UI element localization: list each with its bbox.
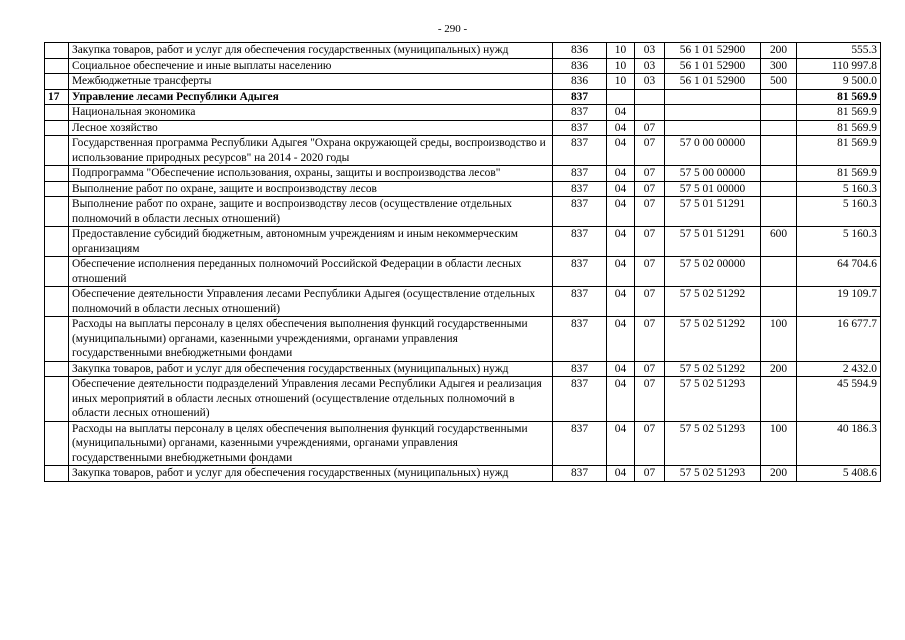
amount-cell: 81 569.9 xyxy=(797,136,881,166)
target-article-cell: 57 5 01 00000 xyxy=(665,181,761,197)
department-code-cell: 836 xyxy=(553,74,607,90)
subsection-code-cell: 07 xyxy=(635,317,665,362)
expense-name-cell: Лесное хозяйство xyxy=(69,120,553,136)
section-code-cell: 10 xyxy=(607,58,635,74)
table-row xyxy=(45,58,881,74)
target-article-cell: 57 5 02 00000 xyxy=(665,257,761,287)
target-article-cell: 57 5 02 51292 xyxy=(665,361,761,377)
department-code-cell: 837 xyxy=(553,287,607,317)
expense-type-cell xyxy=(761,120,797,136)
expense-name-cell: Выполнение работ по охране, защите и воспроизводству лесов xyxy=(69,181,553,197)
expense-type-cell: 200 xyxy=(761,43,797,59)
expense-name-cell: Межбюджетные трансферты xyxy=(69,74,553,90)
amount-cell: 555.3 xyxy=(797,43,881,59)
subsection-code-cell: 07 xyxy=(635,466,665,482)
row-number-cell xyxy=(45,287,69,317)
target-article-cell: 57 5 02 51293 xyxy=(665,466,761,482)
section-code-cell: 04 xyxy=(607,166,635,182)
target-article-cell: 57 5 02 51292 xyxy=(665,317,761,362)
row-number-cell xyxy=(45,166,69,182)
table-row xyxy=(45,361,881,377)
section-code-cell: 04 xyxy=(607,120,635,136)
department-code-cell: 837 xyxy=(553,361,607,377)
target-article-cell: 57 5 02 51292 xyxy=(665,287,761,317)
amount-cell: 5 160.3 xyxy=(797,197,881,227)
amount-cell: 81 569.9 xyxy=(797,105,881,121)
row-number-cell xyxy=(45,361,69,377)
expense-name-cell: Расходы на выплаты персоналу в целях обеспечения выполнения функций государственными (муниципальными) органами, казенными учреждениями, органами управления государственными внебюджетными фондами xyxy=(69,421,553,466)
expense-name-cell: Закупка товаров, работ и услуг для обеспечения государственных (муниципальных) нужд xyxy=(69,43,553,59)
target-article-cell: 56 1 01 52900 xyxy=(665,74,761,90)
amount-cell: 5 160.3 xyxy=(797,227,881,257)
table-row xyxy=(45,287,881,317)
expense-type-cell: 300 xyxy=(761,58,797,74)
amount-cell: 45 594.9 xyxy=(797,377,881,422)
amount-cell: 81 569.9 xyxy=(797,89,881,105)
page-number: - 290 - xyxy=(437,23,468,35)
section-code-cell: 04 xyxy=(607,197,635,227)
target-article-cell: 57 5 02 51293 xyxy=(665,421,761,466)
row-number-cell: 17 xyxy=(45,89,69,105)
table-row xyxy=(45,317,881,362)
table-row xyxy=(45,89,881,105)
table-row xyxy=(45,421,881,466)
amount-cell: 5 160.3 xyxy=(797,181,881,197)
amount-cell: 64 704.6 xyxy=(797,257,881,287)
subsection-code-cell: 03 xyxy=(635,58,665,74)
amount-cell: 16 677.7 xyxy=(797,317,881,362)
subsection-code-cell: 07 xyxy=(635,287,665,317)
section-code-cell: 04 xyxy=(607,421,635,466)
expense-type-cell xyxy=(761,257,797,287)
department-code-cell: 837 xyxy=(553,197,607,227)
expense-name-cell: Национальная экономика xyxy=(69,105,553,121)
row-number-cell xyxy=(45,58,69,74)
target-article-cell: 57 5 01 51291 xyxy=(665,227,761,257)
expense-type-cell: 600 xyxy=(761,227,797,257)
amount-cell: 19 109.7 xyxy=(797,287,881,317)
expense-type-cell: 100 xyxy=(761,421,797,466)
row-number-cell xyxy=(45,466,69,482)
department-code-cell: 837 xyxy=(553,257,607,287)
expense-name-cell: Социальное обеспечение и иные выплаты населению xyxy=(69,58,553,74)
expense-type-cell xyxy=(761,197,797,227)
subsection-code-cell: 07 xyxy=(635,197,665,227)
amount-cell: 110 997.8 xyxy=(797,58,881,74)
table-row xyxy=(45,377,881,422)
subsection-code-cell xyxy=(635,89,665,105)
subsection-code-cell: 03 xyxy=(635,74,665,90)
target-article-cell: 57 0 00 00000 xyxy=(665,136,761,166)
subsection-code-cell: 07 xyxy=(635,166,665,182)
department-code-cell: 837 xyxy=(553,120,607,136)
table-row xyxy=(45,227,881,257)
section-code-cell xyxy=(607,89,635,105)
section-code-cell: 04 xyxy=(607,317,635,362)
section-code-cell: 04 xyxy=(607,377,635,422)
department-code-cell: 837 xyxy=(553,105,607,121)
expense-name-cell: Расходы на выплаты персоналу в целях обеспечения выполнения функций государственными (муниципальными) органами, казенными учреждениями, органами управления государственными внебюджетными фондами xyxy=(69,317,553,362)
amount-cell: 2 432.0 xyxy=(797,361,881,377)
row-number-cell xyxy=(45,120,69,136)
department-code-cell: 837 xyxy=(553,181,607,197)
subsection-code-cell: 07 xyxy=(635,377,665,422)
department-code-cell: 837 xyxy=(553,317,607,362)
section-code-cell: 04 xyxy=(607,136,635,166)
department-code-cell: 837 xyxy=(553,466,607,482)
expense-name-cell: Управление лесами Республики Адыгея xyxy=(69,89,553,105)
row-number-cell xyxy=(45,181,69,197)
table-row xyxy=(45,74,881,90)
section-code-cell: 10 xyxy=(607,74,635,90)
row-number-cell xyxy=(45,317,69,362)
row-number-cell xyxy=(45,421,69,466)
subsection-code-cell: 07 xyxy=(635,136,665,166)
expense-type-cell xyxy=(761,287,797,317)
row-number-cell xyxy=(45,257,69,287)
department-code-cell: 837 xyxy=(553,89,607,105)
expense-name-cell: Предоставление субсидий бюджетным, автономным учреждениям и иным некоммерческим организациям xyxy=(69,227,553,257)
section-code-cell: 04 xyxy=(607,466,635,482)
amount-cell: 9 500.0 xyxy=(797,74,881,90)
expense-name-cell: Обеспечение деятельности Управления лесами Республики Адыгея (осуществление отдельных полномочий в области лесных отношений) xyxy=(69,287,553,317)
table-row xyxy=(45,466,881,482)
expense-name-cell: Обеспечение исполнения переданных полномочий Российской Федерации в области лесных отношений xyxy=(69,257,553,287)
subsection-code-cell: 07 xyxy=(635,361,665,377)
budget-table xyxy=(44,42,881,482)
target-article-cell: 57 5 00 00000 xyxy=(665,166,761,182)
row-number-cell xyxy=(45,105,69,121)
table-row xyxy=(45,197,881,227)
target-article-cell: 56 1 01 52900 xyxy=(665,58,761,74)
department-code-cell: 836 xyxy=(553,58,607,74)
expense-name-cell: Подпрограмма "Обеспечение использования, охраны, защиты и воспроизводства лесов" xyxy=(69,166,553,182)
department-code-cell: 837 xyxy=(553,166,607,182)
budget-table-body xyxy=(45,43,881,482)
row-number-cell xyxy=(45,136,69,166)
section-code-cell: 04 xyxy=(607,105,635,121)
department-code-cell: 836 xyxy=(553,43,607,59)
row-number-cell xyxy=(45,197,69,227)
section-code-cell: 04 xyxy=(607,257,635,287)
expense-name-cell: Закупка товаров, работ и услуг для обеспечения государственных (муниципальных) нужд xyxy=(69,361,553,377)
department-code-cell: 837 xyxy=(553,227,607,257)
expense-type-cell xyxy=(761,377,797,422)
expense-name-cell: Выполнение работ по охране, защите и воспроизводству лесов (осуществление отдельных полномочий в области лесных отношений) xyxy=(69,197,553,227)
subsection-code-cell xyxy=(635,105,665,121)
table-row xyxy=(45,166,881,182)
department-code-cell: 837 xyxy=(553,377,607,422)
section-code-cell: 04 xyxy=(607,361,635,377)
row-number-cell xyxy=(45,74,69,90)
table-row xyxy=(45,257,881,287)
table-row xyxy=(45,120,881,136)
target-article-cell: 56 1 01 52900 xyxy=(665,43,761,59)
target-article-cell xyxy=(665,120,761,136)
row-number-cell xyxy=(45,227,69,257)
target-article-cell xyxy=(665,105,761,121)
subsection-code-cell: 07 xyxy=(635,257,665,287)
table-row xyxy=(45,136,881,166)
section-code-cell: 04 xyxy=(607,227,635,257)
expense-name-cell: Закупка товаров, работ и услуг для обеспечения государственных (муниципальных) нужд xyxy=(69,466,553,482)
amount-cell: 40 186.3 xyxy=(797,421,881,466)
subsection-code-cell: 07 xyxy=(635,227,665,257)
amount-cell: 81 569.9 xyxy=(797,120,881,136)
subsection-code-cell: 07 xyxy=(635,421,665,466)
subsection-code-cell: 07 xyxy=(635,120,665,136)
expense-name-cell: Обеспечение деятельности подразделений Управления лесами Республики Адыгея и реализация иных мероприятий в области лесных отношений (осуществление отдельных полномочий в области лесных отношений) xyxy=(69,377,553,422)
target-article-cell: 57 5 02 51293 xyxy=(665,377,761,422)
expense-type-cell xyxy=(761,89,797,105)
section-code-cell: 04 xyxy=(607,287,635,317)
expense-type-cell xyxy=(761,181,797,197)
expense-type-cell: 500 xyxy=(761,74,797,90)
department-code-cell: 837 xyxy=(553,136,607,166)
table-row xyxy=(45,105,881,121)
expense-type-cell: 200 xyxy=(761,361,797,377)
subsection-code-cell: 07 xyxy=(635,181,665,197)
expense-type-cell: 100 xyxy=(761,317,797,362)
target-article-cell xyxy=(665,89,761,105)
target-article-cell: 57 5 01 51291 xyxy=(665,197,761,227)
table-row xyxy=(45,181,881,197)
expense-type-cell xyxy=(761,136,797,166)
section-code-cell: 10 xyxy=(607,43,635,59)
amount-cell: 5 408.6 xyxy=(797,466,881,482)
expense-name-cell: Государственная программа Республики Адыгея "Охрана окружающей среды, воспроизводство и использование природных ресурсов" на 2014 - 2020 годы xyxy=(69,136,553,166)
expense-type-cell xyxy=(761,166,797,182)
subsection-code-cell: 03 xyxy=(635,43,665,59)
department-code-cell: 837 xyxy=(553,421,607,466)
amount-cell: 81 569.9 xyxy=(797,166,881,182)
row-number-cell xyxy=(45,377,69,422)
expense-type-cell: 200 xyxy=(761,466,797,482)
expense-type-cell xyxy=(761,105,797,121)
row-number-cell xyxy=(45,43,69,59)
section-code-cell: 04 xyxy=(607,181,635,197)
table-row xyxy=(45,43,881,59)
